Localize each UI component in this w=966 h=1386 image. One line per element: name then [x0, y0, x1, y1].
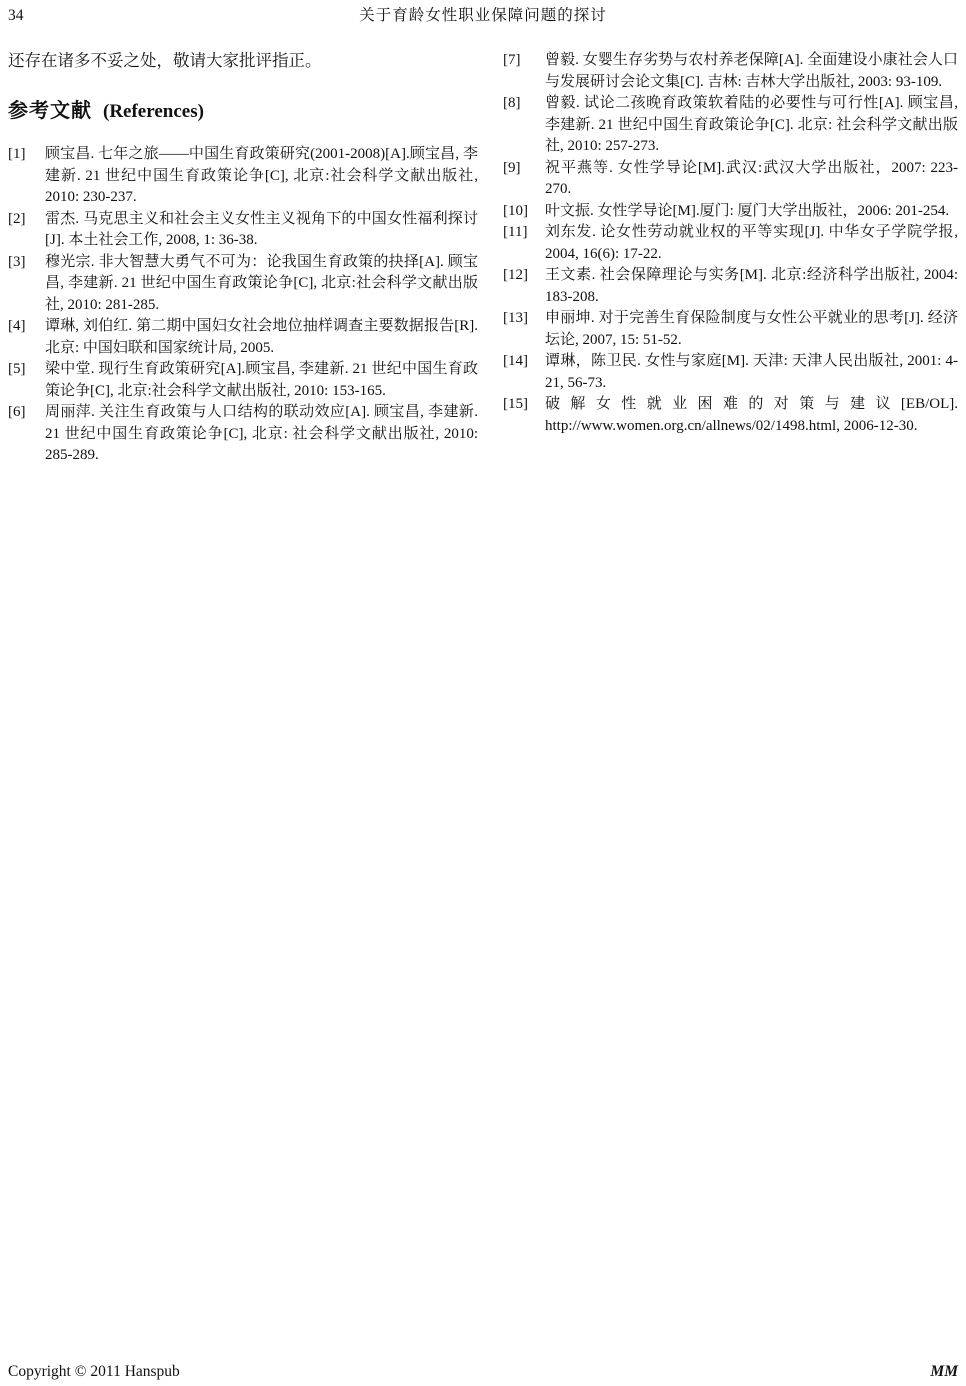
references-heading	[8, 99, 478, 124]
reference-text: 王文素. 社会保障理论与实务[M]. 北京:经济科学出版社, 2004: 183-208.	[545, 267, 958, 305]
reference-text: 穆光宗. 非大智慧大勇气不可为：论我国生育政策的抉择[A]. 顾宝昌, 李建新. 21 世纪中国生育政策论争[C], 北京:社会科学文献出版社, 2010: 281-285.	[45, 253, 478, 313]
reference-item	[503, 93, 958, 158]
journal-abbreviation: MM	[930, 1363, 958, 1380]
reference-item	[503, 222, 958, 265]
reference-text: 破解女性就业困难的对策与建议[EB/OL]. http://www.women.org.cn/allnews/02/1498.html, 2006-12-30.	[545, 396, 958, 434]
reference-text: 周丽萍. 关注生育政策与人口结构的联动效应[A]. 顾宝昌, 李建新. 21 世纪中国生育政策论争[C], 北京: 社会科学文献出版社, 2010: 285-289.	[45, 404, 478, 463]
reference-number: [8]	[503, 95, 521, 111]
reference-number: [11]	[503, 224, 528, 240]
reference-text: 刘东发. 论女性劳动就业权的平等实现[J]. 中华女子学院学报, 2004, 16(6): 17-22.	[545, 224, 958, 262]
reference-item	[8, 252, 478, 317]
reference-item	[503, 201, 958, 223]
reference-text: 谭琳，陈卫民. 女性与家庭[M]. 天津: 天津人民出版社, 2001: 4-21, 56-73.	[545, 353, 958, 391]
reference-text: 祝平燕等. 女性学导论[M].武汉:武汉大学出版社，2007: 223-270.	[545, 159, 958, 197]
reference-item	[503, 50, 958, 93]
references-heading-zh: 参考文献	[8, 100, 92, 122]
reference-text: 叶文振. 女性学导论[M].厦门: 厦门大学出版社，2006: 201-254.	[545, 202, 950, 219]
reference-number: [2]	[8, 210, 26, 227]
page-number: 34	[8, 7, 24, 24]
reference-number: [12]	[503, 267, 528, 283]
reference-item	[503, 394, 958, 437]
reference-text: 梁中堂. 现行生育政策研究[A].顾宝昌, 李建新. 21 世纪中国生育政策论争[C], 北京:社会科学文献出版社, 2010: 153-165.	[45, 361, 478, 399]
reference-number: [6]	[8, 404, 26, 420]
closing-paragraph: 还存在诸多不妥之处，敬请大家批评指正。	[8, 51, 322, 70]
reference-number: [3]	[8, 253, 26, 270]
reference-number: [15]	[503, 396, 528, 412]
reference-item	[503, 351, 958, 394]
reference-item	[503, 308, 958, 351]
reference-text: 谭琳, 刘伯红. 第二期中国妇女社会地位抽样调查主要数据报告[R]. 北京: 中国妇联和国家统计局, 2005.	[45, 318, 478, 356]
references-list-right	[503, 50, 958, 437]
reference-number: [1]	[8, 146, 26, 162]
reference-text: 申丽坤. 对于完善生育保险制度与女性公平就业的思考[J]. 经济坛论, 2007, 15: 51-52.	[545, 310, 958, 348]
two-column-body	[8, 50, 958, 467]
reference-number: [13]	[503, 310, 528, 326]
reference-item	[503, 265, 958, 308]
reference-item	[8, 316, 478, 359]
reference-item	[8, 359, 478, 402]
reference-text: 雷杰. 马克思主义和社会主义女性主义视角下的中国女性福利探讨[J]. 本土社会工作, 2008, 1: 36-38.	[45, 210, 478, 248]
reference-item	[8, 402, 478, 467]
reference-item	[8, 209, 478, 252]
reference-number: [7]	[503, 52, 521, 68]
page-header	[8, 5, 958, 27]
left-column	[8, 50, 478, 467]
reference-number: [9]	[503, 159, 521, 176]
reference-item	[503, 158, 958, 201]
copyright-notice: Copyright © 2011 Hanspub	[8, 1363, 180, 1380]
references-list-left	[8, 144, 478, 467]
reference-number: [5]	[8, 361, 26, 377]
reference-text: 曾毅. 女婴生存劣势与农村养老保障[A]. 全面建设小康社会人口与发展研讨会论文集[C]. 吉林: 吉林大学出版社, 2003: 93-109.	[545, 52, 958, 90]
reference-number: [10]	[503, 202, 528, 219]
right-column	[503, 50, 958, 467]
reference-item	[8, 144, 478, 209]
reference-text: 曾毅. 试论二孩晚育政策软着陆的必要性与可行性[A]. 顾宝昌, 李建新. 21 世纪中国生育政策论争[C]. 北京: 社会科学文献出版社, 2010: 257-273.	[545, 95, 958, 154]
page-footer	[8, 1362, 958, 1382]
running-title: 关于育龄女性职业保障问题的探讨	[359, 7, 607, 24]
references-heading-en: (References)	[103, 101, 204, 122]
reference-text: 顾宝昌. 七年之旅——中国生育政策研究(2001-2008)[A].顾宝昌, 李建新. 21 世纪中国生育政策论争[C], 北京:社会科学文献出版社, 2010: 230-237.	[45, 146, 478, 205]
reference-number: [4]	[8, 318, 26, 334]
reference-number: [14]	[503, 353, 528, 369]
